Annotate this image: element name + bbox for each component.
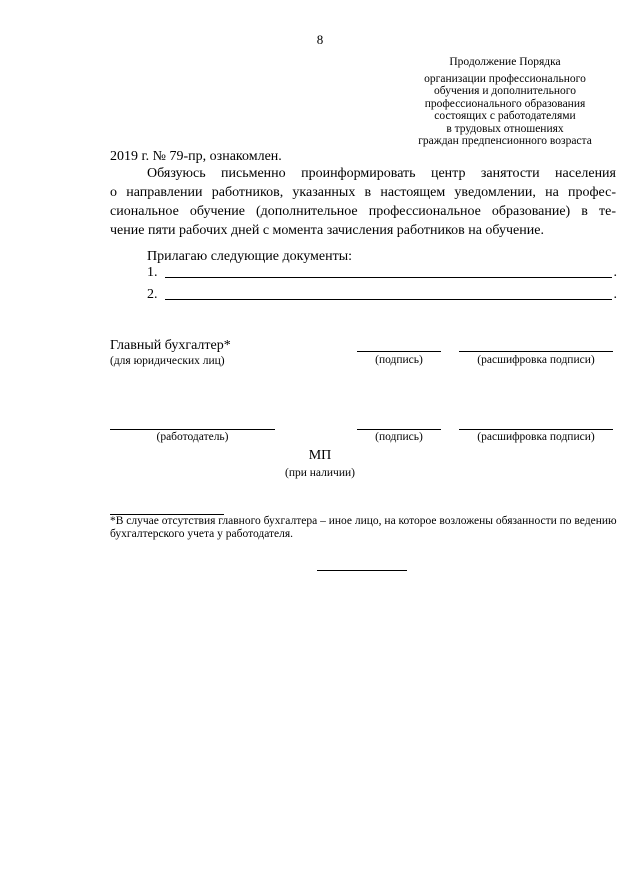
header-line: состоящих с работодателями: [434, 110, 576, 122]
employer-caption: (работодатель): [156, 431, 229, 443]
header-line: Продолжение Порядка: [449, 56, 561, 68]
stamp-note: (при наличии): [285, 467, 355, 479]
paragraph-line: сиональное обучение (дополнительное профессиональное образование) в те-: [110, 204, 616, 219]
attachment-number: 1.: [147, 265, 158, 280]
chief-signature-line[interactable]: [357, 351, 441, 352]
attachment-item: [147, 285, 617, 303]
employer-decoding-line[interactable]: [459, 429, 613, 430]
header-line: профессионального образования: [424, 97, 586, 110]
page-number: 8: [316, 32, 324, 47]
attachment-number: 2.: [147, 287, 158, 302]
header-line: в трудовых отношениях: [446, 122, 564, 135]
attachment-end: .: [613, 265, 617, 280]
chief-accountant-label: Главный бухгалтер*: [110, 338, 231, 353]
paragraph-line: Обязуюсь письменно проинформировать центр занятости населения: [147, 166, 616, 181]
document-header: [400, 56, 610, 148]
employer-signature-caption: (подпись): [375, 431, 423, 443]
header-line: обучения и дополнительного: [434, 85, 576, 97]
chief-decoding-caption: (расшифровка подписи): [477, 354, 595, 366]
attachments-title: Прилагаю следующие документы:: [147, 249, 353, 264]
paragraph-line: чение пяти рабочих дней с момента зачисления работников на обучение.: [110, 223, 544, 238]
attachment-end: .: [613, 287, 617, 302]
paragraph-line: о направлении работников, указанных в настоящем уведомлении, на профес-: [110, 185, 616, 200]
chief-decoding-line[interactable]: [459, 351, 613, 352]
stamp-label: МП: [308, 448, 332, 463]
body-first-line: 2019 г. № 79-пр, ознакомлен.: [110, 149, 282, 164]
header-line: организации профессионального: [424, 72, 586, 85]
end-line: [317, 570, 407, 571]
employer-signature-line[interactable]: [357, 429, 441, 430]
employer-decoding-caption: (расшифровка подписи): [477, 431, 595, 443]
obligation-paragraph: [110, 164, 616, 240]
attachment-blank-line[interactable]: [165, 285, 612, 300]
chief-accountant-note: (для юридических лиц): [110, 355, 225, 367]
chief-signature-caption: (подпись): [375, 354, 423, 366]
employer-line[interactable]: [110, 429, 275, 430]
attachment-blank-line[interactable]: [165, 263, 612, 278]
header-line: граждан предпенсионного возраста: [418, 135, 592, 147]
footnote: *В случае отсутствия главного бухгалтера – иное лицо, на которое возложены обязанности по ведению бухгалтерского учета у работодателя.: [110, 515, 617, 540]
attachment-item: [147, 263, 617, 281]
